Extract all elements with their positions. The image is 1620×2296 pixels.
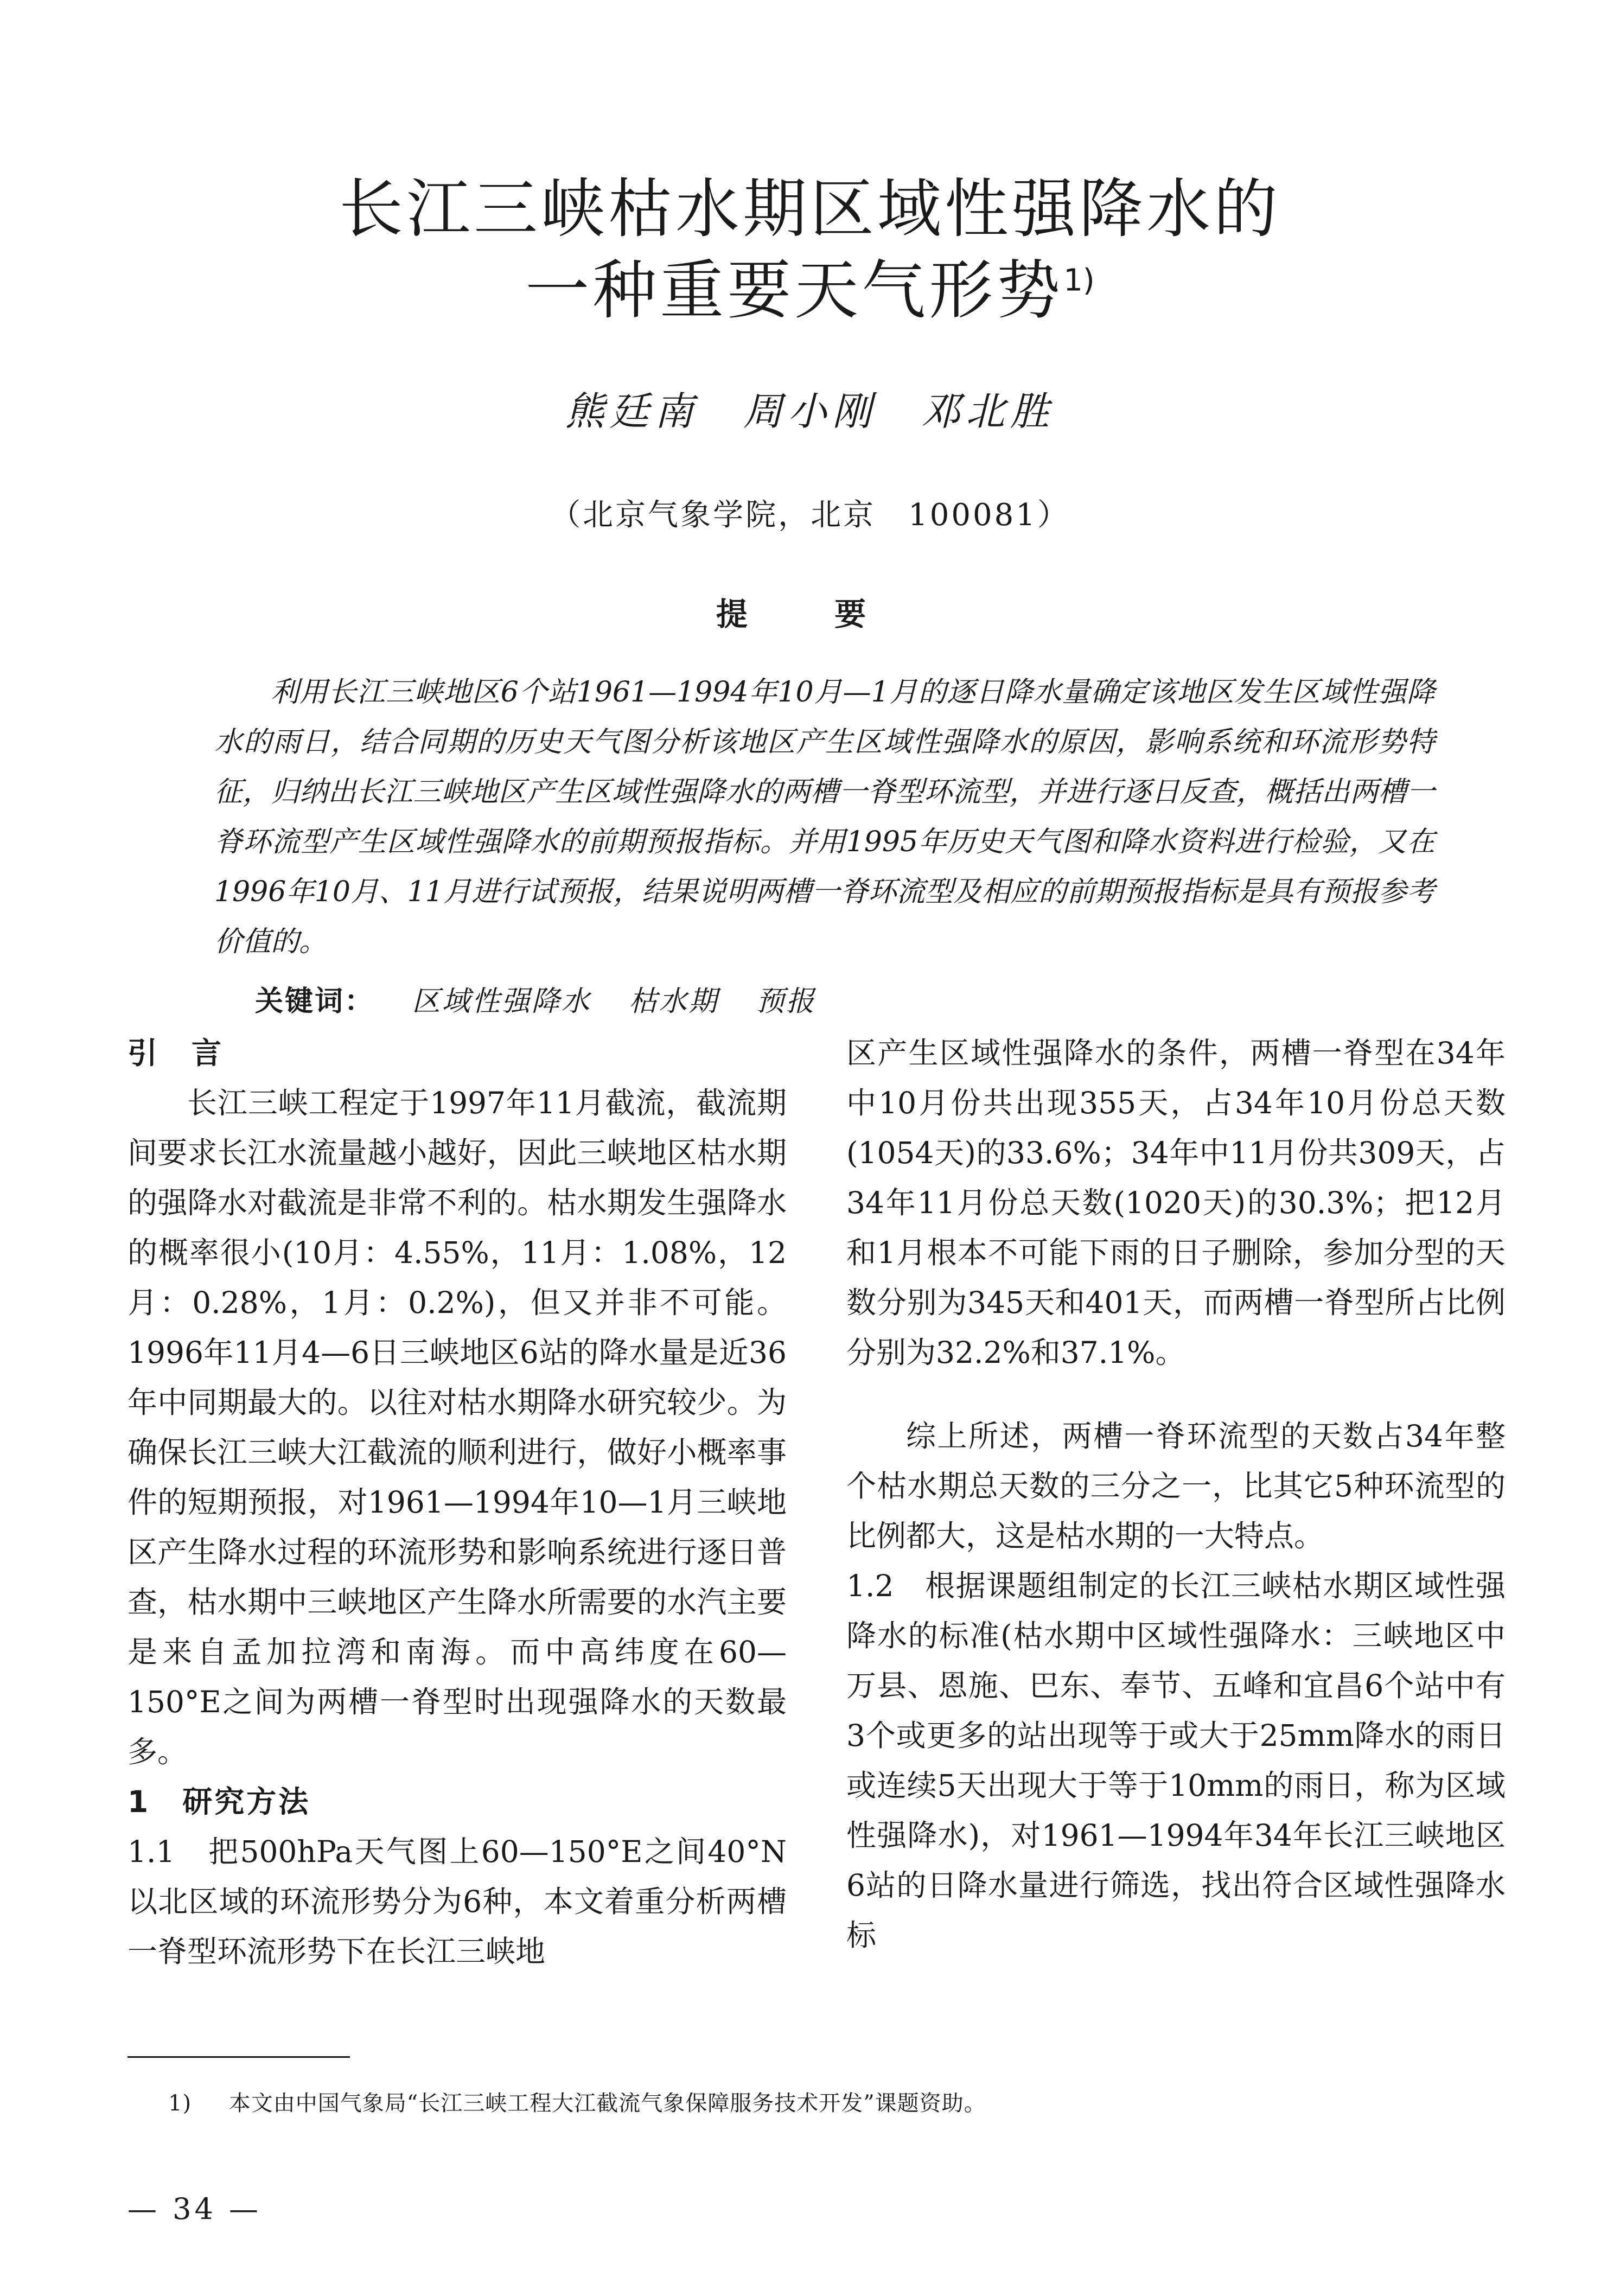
- footnote-text: 本文由中国气象局“长江三峡工程大江截流气象保障服务技术开发”课题资助。: [228, 2091, 986, 2116]
- intro-paragraph: 长江三峡工程定于1997年11月截流，截流期间要求长江水流量越小越好，因此三峡地区枯水期的强降水对截流是非常不利的。枯水期发生强降水的概率很小(10月：4.55%，11月：1.08%，12月：0.28%，1月：0.2%)，但又并非不可能。1996年11月4—6日三峡地区6站的降水量是近36年中同期最大的。以往对枯水期降水研究较少。为确保长江三峡大江截流的顺利进行，做好小概率事件的短期预报，对1961—1994年10—1月三峡地区产生降水过程的环流形势和影响系统进行逐日普查，枯水期中三峡地区产生降水所需要的水汽主要是来自孟加拉湾和南海。而中高纬度在60—150°E之间为两槽一脊型时出现强降水的天数最多。: [127, 1086, 787, 1769]
- keywords-line: [255, 978, 816, 1019]
- right-column: [846, 1028, 1506, 1960]
- footnote: [168, 2086, 986, 2117]
- left-column: [127, 1028, 787, 1976]
- footnote-rule: [127, 2056, 350, 2058]
- abstract-text: 利用长江三峡地区6个站1961—1994年10月—1月的逐日降水量确定该地区发生区域性强降水的雨日，结合同期的历史天气图分析该地区产生区域性强降水的原因，影响系统和环流形势特征，归纳出长江三峡地区产生区域性强降水的两槽一脊型环流型，并进行逐日反查，概括出两槽一脊环流型产生区域性强降水的前期预报指标。并用1995年历史天气图和降水资料进行检验，又在1996年10月、11月进行试预报，结果说明两槽一脊环流型及相应的前期预报指标是具有预报参考价值的。: [214, 676, 1435, 958]
- footnote-mark: 1): [168, 2091, 192, 2116]
- section-1-2-paragraph: 1.2 根据课题组制定的长江三峡枯水期区域性强降水的标准(枯水期中区域性强降水：三峡地区中万县、恩施、巴东、奉节、五峰和宜昌6个站中有3个或更多的站出现等于或大于25mm降水的雨日或连续5天出现大于等于10mm的雨日，称为区域性强降水)，对1961—1994年34年长江三峡地区6站的日降水量进行筛选，找出符合区域性强降水标: [846, 1568, 1506, 1953]
- keyword: 枯水期: [629, 985, 719, 1018]
- right-paragraph-2: 综上所述，两槽一脊环流型的天数占34年整个枯水期总天数的三分之一，比其它5种环流型的比例都大，这是枯水期的一大特点。: [846, 1419, 1506, 1553]
- right-paragraph-1: 区产生区域性强降水的条件，两槽一脊型在34年中10月份共出现355天，占34年10月份总天数(1054天)的33.6%；34年中11月份共309天，占34年11月份总天数(1020天)的30.3%；把12月和1月根本不可能下雨的日子删除，参加分型的天数分别为345天和401天，而两槽一脊型所占比例分别为32.2%和37.1%。: [846, 1036, 1506, 1370]
- intro-heading: 引 言: [127, 1036, 224, 1070]
- method-heading: 1 研究方法: [127, 1784, 311, 1819]
- abstract-body: [214, 667, 1435, 967]
- keywords-label: 关键词：: [255, 985, 375, 1018]
- paper-title-line1: 长江三峡枯水期区域性强降水的: [339, 171, 1281, 246]
- page-number: — 34 —: [127, 2192, 262, 2226]
- keyword: 区域性强降水: [412, 985, 591, 1018]
- keyword: 预报: [756, 985, 816, 1018]
- abstract-heading: 提 要: [716, 596, 904, 633]
- paper-title-line2: [0, 250, 1620, 331]
- affiliation: （北京气象学院，北京 100081）: [550, 498, 1070, 533]
- section-1-1-paragraph: 1.1 把500hPa天气图上60—150°E之间40°N以北区域的环流形势分为6种，本文着重分析两槽一脊型环流形势下在长江三峡地: [127, 1834, 787, 1969]
- authors: 熊廷南 周小刚 邓北胜: [565, 388, 1055, 434]
- paper-title-line2-text: 一种重要天气形势: [525, 253, 1064, 328]
- title-footnote-mark: 1): [1063, 263, 1095, 298]
- paragraph-gap: [846, 1377, 1506, 1411]
